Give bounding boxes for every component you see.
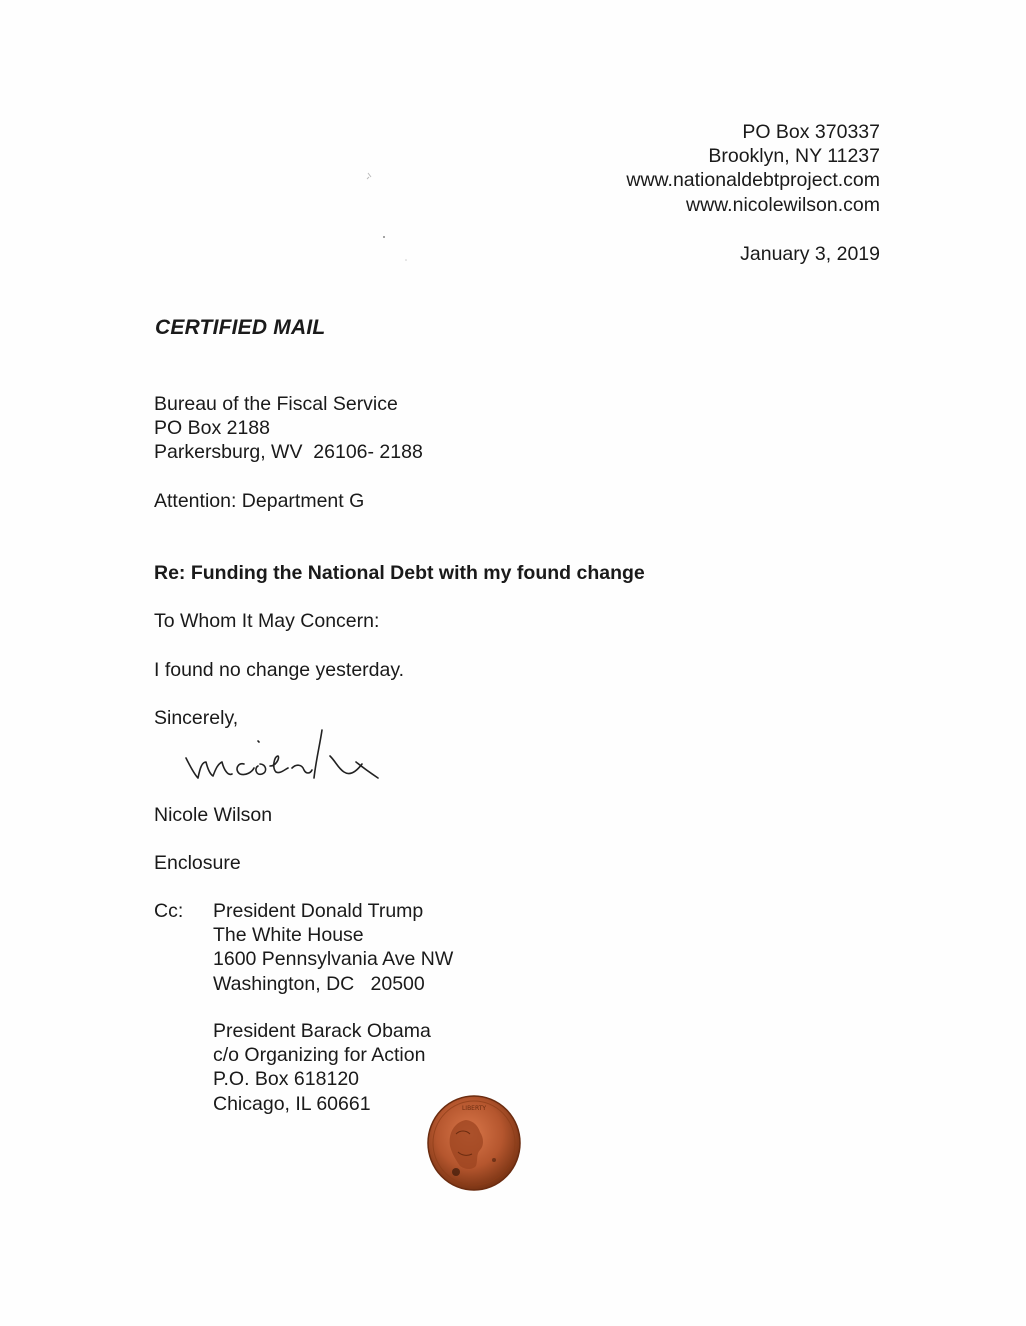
cc-recipient-city: Washington, DC 20500: [213, 972, 425, 995]
recipient-name: Bureau of the Fiscal Service: [154, 393, 398, 415]
letter-date: January 3, 2019: [740, 243, 880, 265]
certified-mail-heading: CERTIFIED MAIL: [155, 316, 326, 339]
recipient-address: [154, 392, 423, 465]
attention-line: Attention: Department G: [154, 490, 365, 512]
cc-label: Cc:: [154, 900, 184, 922]
signer-name: Nicole Wilson: [154, 804, 273, 826]
salutation: To Whom It May Concern:: [154, 610, 380, 632]
recipient-po-box: PO Box 2188: [154, 417, 270, 440]
enclosure-note: Enclosure: [154, 852, 241, 874]
sender-city: Brooklyn, NY 11237: [708, 145, 880, 168]
scan-specks: [360, 165, 420, 275]
cc-recipient: [213, 1019, 431, 1116]
letter-body: I found no change yesterday.: [154, 659, 405, 681]
sender-website-2: www.nicolewilson.com: [686, 193, 880, 216]
cc-recipient-name: President Donald Trump: [213, 900, 424, 922]
cc-recipient-name: President Barack Obama: [213, 1020, 431, 1042]
cc-recipient: [213, 899, 453, 996]
subject-line: Re: Funding the National Debt with my found change: [154, 562, 645, 584]
sender-po-box: PO Box 370337: [742, 121, 880, 143]
closing: Sincerely,: [154, 707, 239, 729]
cc-recipient-street: 1600 Pennsylvania Ave NW: [213, 948, 454, 971]
sender-address: [626, 120, 880, 217]
recipient-city: Parkersburg, WV 26106- 2188: [154, 441, 423, 464]
cc-recipient-org: c/o Organizing for Action: [213, 1044, 426, 1067]
handwritten-signature: [180, 722, 390, 792]
sender-website-1: www.nationaldebtproject.com: [626, 169, 880, 192]
cc-recipient-city: Chicago, IL 60661: [213, 1092, 371, 1115]
penny-coin-image: [426, 1094, 522, 1192]
cc-recipient-po-box: P.O. Box 618120: [213, 1068, 360, 1091]
penny-inscription: LIBERTY: [461, 1105, 487, 1112]
cc-recipient-org: The White House: [213, 924, 364, 947]
